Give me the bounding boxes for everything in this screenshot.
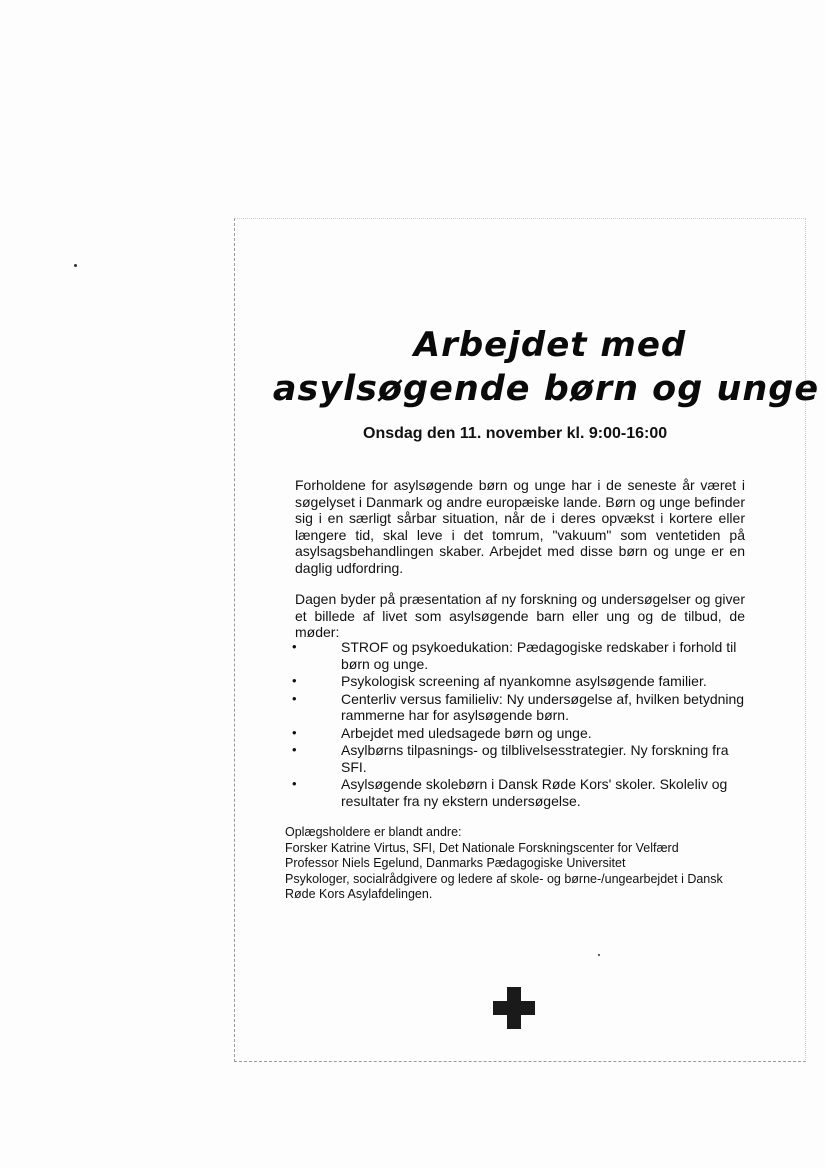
- presenters-heading: Oplægsholdere er blandt andre:: [285, 825, 462, 839]
- bullet-icon: •: [292, 690, 297, 706]
- presenter-line: Professor Niels Egelund, Danmarks Pædagogiske Universitet: [285, 856, 626, 870]
- scan-speck: [74, 264, 77, 267]
- bullet-icon: •: [292, 639, 297, 654]
- list-item-text: Psykologisk screening af nyankomne asylsøgende familier.: [341, 673, 707, 689]
- list-item: [287, 639, 757, 672]
- program-paragraph: Dagen byder på præsentation af ny forskning og undersøgelser og giver et billede af livet som asylsøgende barn eller ung og de tilbud, de møder:: [295, 591, 745, 640]
- list-item: [287, 691, 757, 724]
- presenter-line: Forsker Katrine Virtus, SFI, Det Nationale Forskningscenter for Velfærd: [285, 840, 679, 855]
- list-item: [287, 725, 757, 742]
- intro-paragraph: Forholdene for asylsøgende børn og unge har i de seneste år været i søgelyset i Danmark og andre europæiske lande. Børn og unge befinder sig i en særligt sårbar situation, når de i deres opvækst i kortere eller længere tid, skal leve i det tomrum, "vakuum" som ventetiden på asylsagsbehandlingen skaber. Arbejdet med disse børn og unge er en daglig udfordring.: [295, 477, 745, 576]
- flyer-page: [234, 218, 820, 1062]
- list-item: [287, 776, 757, 809]
- list-item-text: Asylsøgende skolebørn i Dansk Røde Kors' skoler. Skoleliv og resultater fra ny ekstern undersøgelse.: [341, 776, 728, 809]
- presenter-line: Psykologer, socialrådgivere og ledere af skole- og børne-/ungearbejdet i Dansk: [285, 871, 723, 886]
- bullet-icon: •: [292, 724, 297, 740]
- bullet-icon: •: [292, 673, 297, 688]
- list-item: [287, 673, 757, 690]
- presenter-line: Røde Kors Asylafdelingen.: [285, 887, 433, 901]
- presenters-block: [285, 825, 755, 903]
- red-cross-icon: [493, 987, 535, 1029]
- list-item-text: Asylbørns tilpasnings- og tilblivelsesstrategier. Ny forskning fra SFI.: [341, 742, 729, 775]
- list-item: [287, 742, 757, 775]
- flyer-title-line-2: asylsøgende børn og unge: [272, 369, 820, 409]
- list-item-text: Arbejdet med uledsagede børn og unge.: [341, 724, 592, 741]
- event-date: Onsdag den 11. november kl. 9:00-16:00: [363, 425, 668, 442]
- list-item-text: STROF og psykoedukation: Pædagogiske redskaber i forhold til børn og unge.: [341, 639, 737, 672]
- bullet-icon: •: [292, 776, 297, 791]
- flyer-title-line-1: Arbejdet med: [413, 325, 687, 365]
- bullet-icon: •: [292, 742, 297, 757]
- program-list: [287, 639, 757, 810]
- list-item-text: Centerliv versus familieliv: Ny undersøgelse af, hvilken betydning rammerne har for asylsøgende børn.: [341, 690, 745, 723]
